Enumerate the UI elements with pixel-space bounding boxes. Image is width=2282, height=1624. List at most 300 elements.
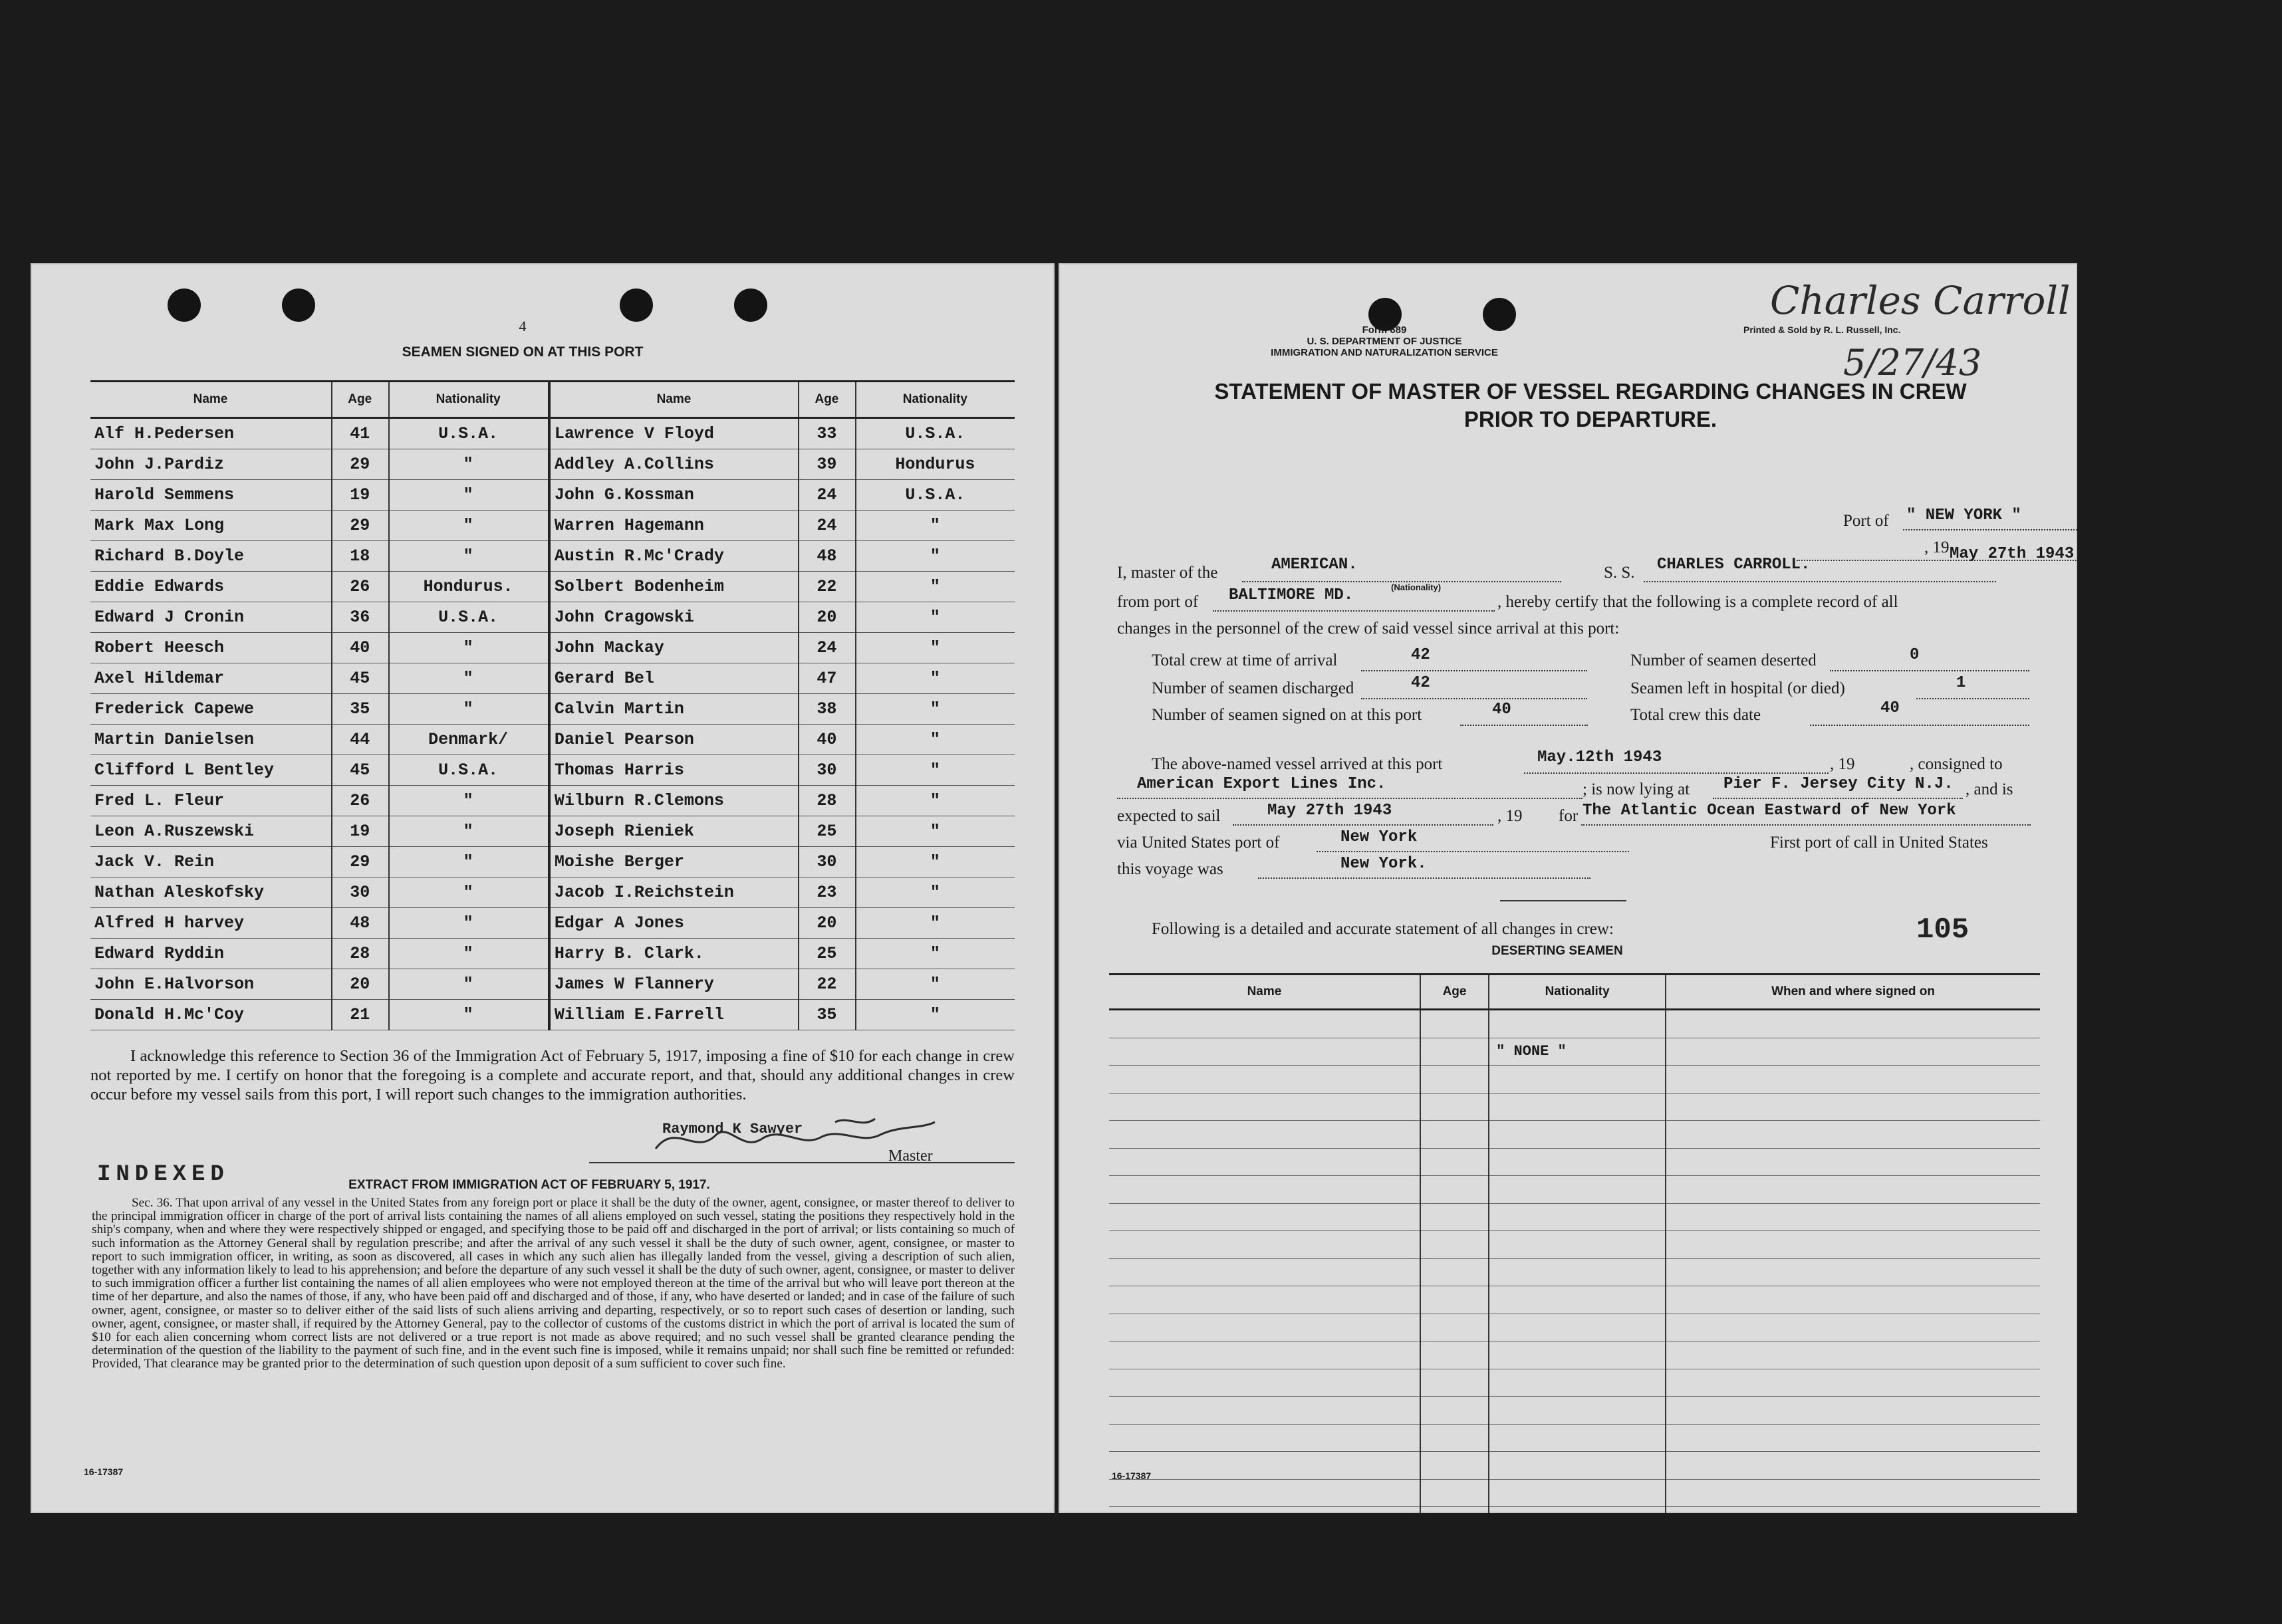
deserting-cell (1109, 1093, 1420, 1121)
crew-age-cell: 24 (799, 511, 856, 541)
crew-name-cell: Moishe Berger (549, 847, 799, 877)
table-row (90, 480, 1015, 511)
discharged-label: Number of seamen discharged (1152, 679, 1354, 697)
column-header: Nationality (856, 382, 1015, 418)
crew-age-cell: 25 (799, 816, 856, 847)
table-row (1109, 1286, 2040, 1314)
column-header: Nationality (389, 382, 549, 418)
crew-nationality-cell: Denmark/ (389, 725, 549, 755)
deserting-cell (1489, 1397, 1666, 1425)
crew-nationality-cell: U.S.A. (856, 480, 1015, 511)
crew-nationality-cell: " (389, 1000, 549, 1030)
crew-age-cell: 38 (799, 694, 856, 725)
deserting-cell (1420, 1397, 1489, 1425)
deserting-cell (1489, 1424, 1666, 1452)
field-line (1830, 670, 2029, 671)
table-row (1109, 1066, 2040, 1094)
crew-name-cell: Clifford L Bentley (90, 755, 332, 786)
year-suffix: , 19 (1924, 538, 1950, 556)
total-crew-date-label: Total crew this date (1630, 706, 1761, 724)
table-row (90, 908, 1015, 939)
crew-name-cell: William E.Farrell (549, 1000, 799, 1030)
deserting-cell (1420, 1038, 1489, 1066)
table-row (90, 1000, 1015, 1030)
deserting-cell (1666, 1286, 2040, 1314)
crew-age-cell: 48 (799, 541, 856, 572)
table-row (90, 541, 1015, 572)
deserting-cell (1109, 1203, 1420, 1231)
crew-nationality-cell: Hondurus. (389, 572, 549, 602)
crew-age-cell: 21 (332, 1000, 389, 1030)
crew-age-cell: 24 (799, 633, 856, 663)
field-line (1361, 670, 1587, 671)
crew-name-cell: Austin R.Mc'Crady (549, 541, 799, 572)
column-header: When and where signed on (1666, 975, 2040, 1010)
deserting-cell (1489, 1314, 1666, 1341)
crew-nationality-cell: " (856, 572, 1015, 602)
deserting-cell (1489, 1258, 1666, 1286)
punch-hole (168, 289, 201, 322)
destination-value: The Atlantic Ocean Eastward of New York (1583, 802, 1956, 820)
deserting-cell (1109, 1286, 1420, 1314)
indexed-stamp: INDEXED (97, 1162, 229, 1187)
punch-hole (282, 289, 315, 322)
crew-name-cell: Martin Danielsen (90, 725, 332, 755)
voyage-label: this voyage was (1117, 860, 1223, 878)
deserting-cell (1489, 1148, 1666, 1176)
crew-age-cell: 20 (332, 969, 389, 1000)
crew-age-cell: 28 (332, 939, 389, 969)
certify-text: , hereby certify that the following is a complete record of all (1497, 593, 1898, 611)
crew-nationality-cell: U.S.A. (856, 418, 1015, 449)
crew-age-cell: 40 (799, 725, 856, 755)
deserting-cell (1489, 1231, 1666, 1259)
crew-name-cell: Frederick Capewe (90, 694, 332, 725)
crew-age-cell: 30 (799, 847, 856, 877)
title-line: STATEMENT OF MASTER OF VESSEL REGARDING CHANGES IN CREW (1214, 379, 1967, 404)
column-header: Age (332, 382, 389, 418)
crew-signed-on-table (90, 380, 1015, 1030)
table-row (1109, 1507, 2040, 1514)
crew-age-cell: 36 (332, 602, 389, 633)
crew-age-cell: 40 (332, 633, 389, 663)
deserting-cell (1420, 1479, 1489, 1507)
deserting-cell (1420, 1286, 1489, 1314)
deserting-cell (1666, 1258, 2040, 1286)
crew-name-cell: Axel Hildemar (90, 663, 332, 694)
deserting-cell (1489, 1286, 1666, 1314)
extract-text: Sec. 36. That upon arrival of any vessel in the United States from any foreign port or place it shall be the duty of the owner, agent, consignee, or master thereof to deliver to the principal immigration officer in charge of the port of arrival lists containing the names of all aliens employed on such vessel, stating the positions they respectively hold in the ship's company, when and where they were respectively shipped or engaged, and specifying those to be paid off and discharged in the port of arrival; or lists containing so much of such information as the Attorney General shall by regulation prescribe; and after the arrival of any such vessel it shall be the duty of such owner, agent, consignee, or master to report to such immigration officer, in writing, as soon as discovered, all cases in which any such alien has illegally landed from the vessel, giving a description of such alien, together with any information likely to lead to his apprehension; and before the departure of any such vessel it shall be the duty of such owner, agent, consignee, or master to deliver to such immigration officer a further list containing the names of all alien employees who were not employed thereon at the time of the arrival but who will leave port thereon at the time of her departure, and also the names of those, if any, who have been paid off and discharged and of those, if any, who have deserted or landed; and in case of the failure of such owner, agent, consignee, or master so to deliver either of the said lists of such aliens arriving and departing, respectively, or so to report such cases of desertion or landing, such owner, agent, consignee, or master shall, if required by the Attorney General, pay to the collector of customs of the customs district in which the port of arrival is located the sum of $10 for each alien concerning whom correct lists are not delivered or a true report is not made as above required; and no such vessel shall be granted clearance pending the determination of the question of the liability to the payment of such fine, and in the event such fine is imposed, while it remains unpaid; nor shall such fine be remitted or refunded: Provided, That clearance may be granted prior to the determination of such question upon deposit of a sum sufficient to cover such fine. (92, 1196, 1015, 1371)
crew-nationality-cell: " (389, 480, 549, 511)
sail-value: May 27th 1943 (1267, 802, 1392, 820)
table-row (90, 847, 1015, 877)
deserting-cell (1109, 1397, 1420, 1425)
crew-nationality-cell: " (856, 511, 1015, 541)
total-crew-arrival-value: 42 (1411, 646, 1430, 664)
crew-age-cell: 20 (799, 908, 856, 939)
deserting-cell (1666, 1148, 2040, 1176)
deserting-heading: DESERTING SEAMEN (1491, 944, 1623, 958)
table-row (90, 786, 1015, 816)
deserting-cell: " NONE " (1489, 1038, 1666, 1066)
table-row (90, 572, 1015, 602)
crew-age-cell: 22 (799, 969, 856, 1000)
crew-name-cell: Addley A.Collins (549, 449, 799, 480)
crew-age-cell: 29 (332, 511, 389, 541)
deserting-cell (1489, 1341, 1666, 1369)
crew-nationality-cell: " (389, 908, 549, 939)
column-header: Name (1109, 975, 1420, 1010)
deserting-cell (1420, 1452, 1489, 1480)
crew-age-cell: 29 (332, 847, 389, 877)
table-row (1109, 1203, 2040, 1231)
form-code: 16-17387 (84, 1466, 124, 1477)
deserting-cell (1666, 1121, 2040, 1149)
crew-name-cell: Harry B. Clark. (549, 939, 799, 969)
table-row (90, 939, 1015, 969)
form-header (1198, 324, 1571, 358)
crew-age-cell: 35 (332, 694, 389, 725)
table-row (90, 877, 1015, 908)
form-number: Form 689 (1362, 324, 1407, 336)
table-row (1109, 1424, 2040, 1452)
table-row (1109, 1341, 2040, 1369)
crew-name-cell: Lawrence V Floyd (549, 418, 799, 449)
table-row (90, 969, 1015, 1000)
field-line (1361, 698, 1587, 699)
total-crew-arrival-label: Total crew at time of arrival (1152, 651, 1338, 669)
field-line (1317, 851, 1629, 852)
service: IMMIGRATION AND NATURALIZATION SERVICE (1271, 347, 1498, 358)
deserting-cell (1109, 1066, 1420, 1094)
crew-age-cell: 47 (799, 663, 856, 694)
deserting-cell (1489, 1121, 1666, 1149)
port-label: Port of (1843, 512, 1889, 530)
crew-name-cell: Alf H.Pedersen (90, 418, 332, 449)
crew-age-cell: 30 (332, 877, 389, 908)
crew-name-cell: Gerard Bel (549, 663, 799, 694)
crew-name-cell: John J.Pardiz (90, 449, 332, 480)
table-row (1109, 1479, 2040, 1507)
crew-nationality-cell: " (389, 786, 549, 816)
for-label: for (1559, 807, 1579, 825)
department: U. S. DEPARTMENT OF JUSTICE (1307, 336, 1462, 347)
deserting-cell (1420, 1093, 1489, 1121)
section-heading: SEAMEN SIGNED ON AT THIS PORT (402, 344, 644, 360)
from-port-label: from port of (1117, 593, 1199, 611)
handwritten-vessel-name: Charles Carroll (1770, 278, 2071, 323)
table-row (1109, 1231, 2040, 1259)
crew-nationality-cell: " (856, 847, 1015, 877)
crew-nationality-cell: " (856, 541, 1015, 572)
crew-name-cell: Solbert Bodenheim (549, 572, 799, 602)
deserting-cell (1666, 1341, 2040, 1369)
crew-age-cell: 41 (332, 418, 389, 449)
left-page (31, 263, 1055, 1513)
nationality-value: AMERICAN. (1271, 556, 1358, 574)
crew-nationality-cell: " (856, 725, 1015, 755)
deserting-cell (1666, 1010, 2040, 1038)
field-line (1117, 798, 1583, 799)
field-line (1524, 772, 1829, 774)
crew-nationality-cell: " (856, 633, 1015, 663)
divider (1500, 900, 1626, 901)
hospital-value: 1 (1956, 674, 1966, 692)
table-row (90, 694, 1015, 725)
field-line (1581, 824, 2031, 826)
crew-nationality-cell: " (856, 755, 1015, 786)
crew-nationality-cell: U.S.A. (389, 418, 549, 449)
deserting-cell (1666, 1314, 2040, 1341)
crew-age-cell: 29 (332, 449, 389, 480)
crew-age-cell: 48 (332, 908, 389, 939)
deserting-cell (1420, 1314, 1489, 1341)
deserting-cell (1109, 1507, 1420, 1514)
crew-age-cell: 25 (799, 939, 856, 969)
crew-name-cell: Jack V. Rein (90, 847, 332, 877)
page-number: 4 (519, 318, 527, 334)
field-line (1233, 824, 1493, 826)
table-row (90, 725, 1015, 755)
crew-name-cell: Edward J Cronin (90, 602, 332, 633)
field-line (1258, 877, 1590, 879)
crew-nationality-cell: " (389, 939, 549, 969)
crew-age-cell: 23 (799, 877, 856, 908)
vessel-value: CHARLES CARROLL. (1657, 556, 1811, 574)
deserting-seamen-table (1109, 973, 2040, 1513)
crew-name-cell: Donald H.Mc'Coy (90, 1000, 332, 1030)
deserting-cell (1109, 1314, 1420, 1341)
table-row (1109, 1369, 2040, 1397)
table-row (90, 602, 1015, 633)
deserting-cell (1666, 1038, 2040, 1066)
deserting-cell (1489, 1176, 1666, 1204)
ss-label: S. S. (1604, 564, 1635, 582)
crew-name-cell: John Mackay (549, 633, 799, 663)
master-label: Master (888, 1147, 933, 1165)
crew-nationality-cell: " (856, 602, 1015, 633)
crew-name-cell: John E.Halvorson (90, 969, 332, 1000)
consignee-value: American Export Lines Inc. (1137, 775, 1386, 793)
sail-label: expected to sail (1117, 807, 1221, 825)
deserting-cell (1109, 1121, 1420, 1149)
crew-nationality-cell: " (389, 663, 549, 694)
column-header: Age (799, 382, 856, 418)
deserting-cell (1109, 1479, 1420, 1507)
crew-nationality-cell: " (389, 816, 549, 847)
deserting-cell (1109, 1148, 1420, 1176)
via-value: New York (1340, 828, 1418, 846)
deserting-cell (1666, 1424, 2040, 1452)
crew-age-cell: 20 (799, 602, 856, 633)
table-row (1109, 1258, 2040, 1286)
crew-name-cell: Nathan Aleskofsky (90, 877, 332, 908)
crew-nationality-cell: " (389, 969, 549, 1000)
deserting-cell (1420, 1507, 1489, 1514)
table-row (1109, 1038, 2040, 1066)
following-text: Following is a detailed and accurate statement of all changes in crew: (1152, 920, 1614, 938)
signed-on-label: Number of seamen signed on at this port (1152, 706, 1422, 724)
deserting-cell (1489, 1066, 1666, 1094)
crew-name-cell: Alfred H harvey (90, 908, 332, 939)
field-line (1460, 725, 1588, 726)
table-row (1109, 1148, 2040, 1176)
crew-name-cell: Fred L. Fleur (90, 786, 332, 816)
crew-name-cell: Edward Ryddin (90, 939, 332, 969)
column-header: Nationality (1489, 975, 1666, 1010)
date-value: May 27th 1943 (1950, 545, 2075, 563)
table-row (90, 755, 1015, 786)
title-line: PRIOR TO DEPARTURE. (1463, 407, 1717, 431)
deserting-cell (1109, 1176, 1420, 1204)
crew-name-cell: Calvin Martin (549, 694, 799, 725)
table-row (1109, 1176, 2040, 1204)
crew-age-cell: 45 (332, 755, 389, 786)
deserting-cell (1489, 1452, 1666, 1480)
deserting-cell (1109, 1231, 1420, 1259)
form-code: 16-17387 (1112, 1470, 1152, 1481)
year-suffix: , 19 (1497, 807, 1523, 825)
crew-nationality-cell: " (856, 969, 1015, 1000)
table-row (1109, 1397, 2040, 1425)
crew-age-cell: 28 (799, 786, 856, 816)
table-row (90, 633, 1015, 663)
crew-nationality-cell: " (856, 816, 1015, 847)
via-label: via United States port of (1117, 834, 1280, 852)
crew-name-cell: Eddie Edwards (90, 572, 332, 602)
crew-nationality-cell: " (856, 694, 1015, 725)
crew-age-cell: 39 (799, 449, 856, 480)
discharged-value: 42 (1411, 674, 1430, 692)
deserting-cell (1666, 1369, 2040, 1397)
voyage-value: New York. (1340, 855, 1427, 873)
field-line (1713, 798, 1963, 799)
crew-age-cell: 26 (332, 786, 389, 816)
field-line (1810, 725, 2029, 726)
changes-text: changes in the personnel of the crew of said vessel since arrival at this port: (1117, 620, 1620, 638)
acknowledgement-text: I acknowledge this reference to Section 36 of the Immigration Act of February 5, 1917, imposing a fine of $10 for each change in crew not reported by me. I certify on honor that the foregoing is a complete and accurate report, and that, should any additional changes in crew occur before my vessel sails from this port, I will report such changes to the immigration authorities. (90, 1047, 1015, 1103)
crew-age-cell: 44 (332, 725, 389, 755)
table-header-row (90, 382, 1015, 418)
sheet-number: 105 (1916, 913, 1969, 947)
column-header: Name (90, 382, 332, 418)
crew-nationality-cell: " (856, 908, 1015, 939)
crew-nationality-cell: " (856, 786, 1015, 816)
from-port-value: BALTIMORE MD. (1229, 586, 1354, 604)
deserting-cell (1420, 1424, 1489, 1452)
master-typed-name: Raymond K Sawyer (662, 1121, 803, 1137)
crew-name-cell: Wilburn R.Clemons (549, 786, 799, 816)
crew-name-cell: James W Flannery (549, 969, 799, 1000)
crew-age-cell: 19 (332, 480, 389, 511)
right-page (1059, 263, 2077, 1513)
deserting-cell (1420, 1369, 1489, 1397)
hospital-label: Seamen left in hospital (or died) (1630, 679, 1845, 697)
crew-nationality-cell: " (389, 847, 549, 877)
consigned-label: , consigned to (1910, 755, 2003, 773)
crew-nationality-cell: " (389, 541, 549, 572)
crew-age-cell: 19 (332, 816, 389, 847)
total-crew-date-value: 40 (1880, 699, 1900, 717)
handwritten-date: 5/27/43 (1843, 342, 1982, 384)
crew-age-cell: 26 (332, 572, 389, 602)
crew-nationality-cell: " (389, 449, 549, 480)
crew-nationality-cell: U.S.A. (389, 755, 549, 786)
deserting-cell (1489, 1203, 1666, 1231)
crew-age-cell: 30 (799, 755, 856, 786)
crew-name-cell: John Cragowski (549, 602, 799, 633)
table-row (1109, 1010, 2040, 1038)
deserted-value: 0 (1910, 646, 1920, 664)
extract-heading: EXTRACT FROM IMMIGRATION ACT OF FEBRUARY 5, 1917. (348, 1178, 710, 1192)
deserting-cell (1666, 1093, 2040, 1121)
field-line (1213, 610, 1495, 612)
deserting-cell (1109, 1038, 1420, 1066)
deserting-cell (1489, 1479, 1666, 1507)
deserting-cell (1420, 1010, 1489, 1038)
lying-label: ; is now lying at (1583, 780, 1690, 798)
deserting-cell (1109, 1452, 1420, 1480)
crew-name-cell: Mark Max Long (90, 511, 332, 541)
crew-name-cell: Warren Hagemann (549, 511, 799, 541)
column-header: Name (549, 382, 799, 418)
deserting-cell (1666, 1507, 2040, 1514)
crew-age-cell: 35 (799, 1000, 856, 1030)
table-row (90, 816, 1015, 847)
table-row (1109, 1121, 2040, 1149)
deserting-cell (1420, 1066, 1489, 1094)
first-call-label: First port of call in United States (1770, 834, 1988, 852)
crew-age-cell: 45 (332, 663, 389, 694)
deserting-cell (1489, 1010, 1666, 1038)
deserting-cell (1109, 1369, 1420, 1397)
crew-age-cell: 22 (799, 572, 856, 602)
crew-name-cell: Daniel Pearson (549, 725, 799, 755)
crew-age-cell: 33 (799, 418, 856, 449)
deserted-label: Number of seamen deserted (1630, 651, 1817, 669)
form-title (1125, 378, 2056, 433)
table-row (90, 449, 1015, 480)
field-line (1644, 581, 1996, 582)
deserting-cell (1666, 1231, 2040, 1259)
deserting-cell (1420, 1341, 1489, 1369)
nationality-caption: (Nationality) (1391, 582, 1442, 592)
table-row (90, 663, 1015, 694)
crew-nationality-cell: " (389, 511, 549, 541)
deserting-cell (1109, 1258, 1420, 1286)
and-is-label: , and is (1965, 780, 2013, 798)
table-header-row (1109, 975, 2040, 1010)
crew-name-cell: Joseph Rieniek (549, 816, 799, 847)
signature-line (589, 1162, 1015, 1163)
deserting-cell (1420, 1176, 1489, 1204)
deserting-cell (1420, 1148, 1489, 1176)
field-line (1797, 560, 2077, 561)
deserting-cell (1109, 1010, 1420, 1038)
deserting-cell (1666, 1397, 2040, 1425)
table-row (90, 418, 1015, 449)
deserting-cell (1666, 1203, 2040, 1231)
crew-nationality-cell: Hondurus (856, 449, 1015, 480)
punch-hole (620, 289, 653, 322)
deserting-cell (1666, 1176, 2040, 1204)
printer-note: Printed & Sold by R. L. Russell, Inc. (1743, 324, 1901, 335)
crew-name-cell: Edgar A Jones (549, 908, 799, 939)
crew-name-cell: Thomas Harris (549, 755, 799, 786)
table-row (1109, 1452, 2040, 1480)
deserting-cell (1666, 1452, 2040, 1480)
deserting-cell (1420, 1231, 1489, 1259)
